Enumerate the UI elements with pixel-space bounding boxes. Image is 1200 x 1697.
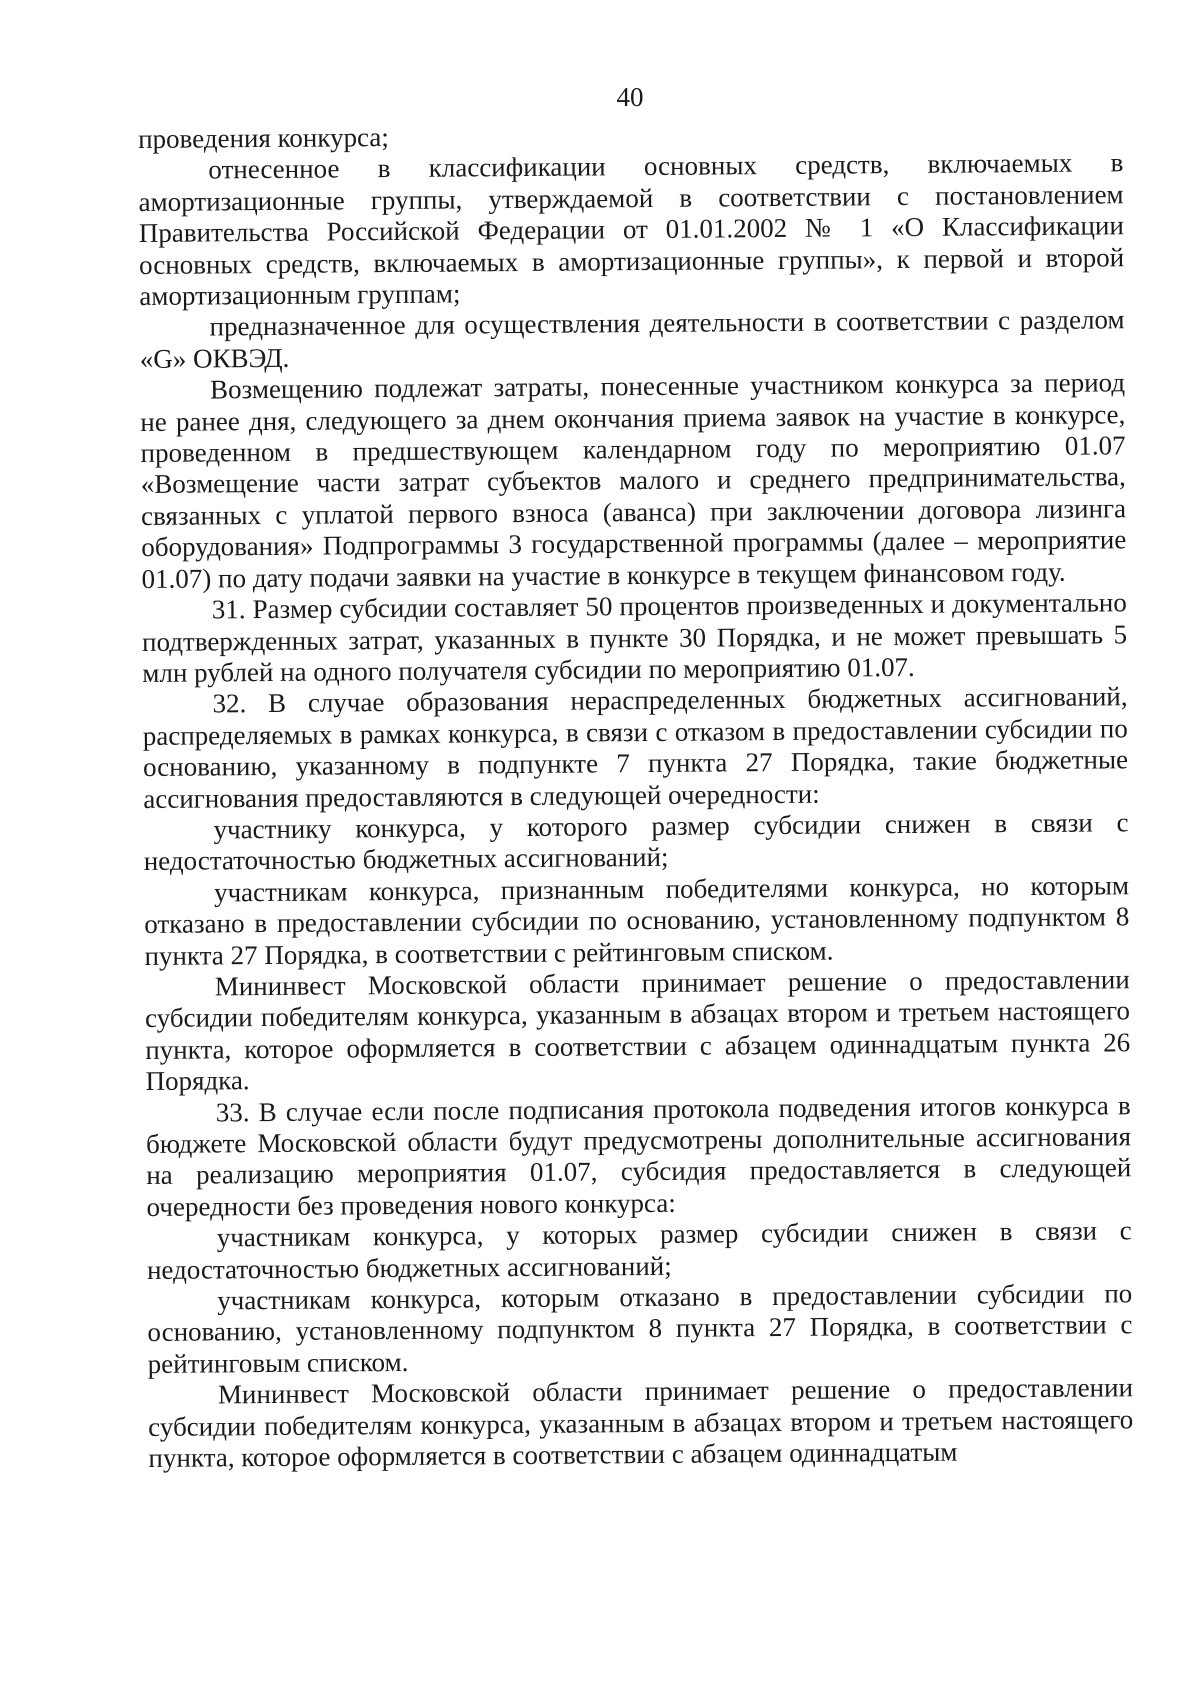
paragraph-okved: предназначенное для осуществления деятельности в соответствии с разделом «G» ОКВЭД.: [139, 304, 1125, 374]
document-body: [138, 116, 1134, 1474]
page-number: 40: [616, 82, 644, 112]
paragraph-continuation: проведения конкурса;: [138, 122, 389, 154]
paragraph-reimbursement: Возмещению подлежат затраты, понесенные участником конкурса за период не ранее дня, следующего за днем окончания приема заявок на участие в конкурсе, проведенном в предшествующем календарном году по мероприятию 01.07 «Возмещение части затрат субъектов малого и среднего предпринимательства, связанных с уплатой первого взноса (аванса) при заключении договора лизинга оборудования» Подпрограммы 3 государственной программы (далее – мероприятие 01.07) по дату подачи заявки на участие в конкурсе в текущем финансовом году.: [140, 367, 1127, 594]
paragraph-33-item-2: участникам конкурса, которым отказано в предоставлении субсидии по основанию, установленному подпунктом 8 пункта 27 Порядка, в соответствии с рейтинговым списком.: [147, 1278, 1133, 1379]
paragraph-32-decision: Мининвест Московской области принимает решение о предоставлении субсидии победителям конкурса, указанным в абзацах втором и третьем настоящего пункта, которое оформляется в соответствии с абзацем одиннадцатым пункта 26 Порядка.: [144, 964, 1131, 1097]
paragraph-32-item-1: участнику конкурса, у которого размер субсидии снижен в связи с недостаточностью бюджетных ассигнований;: [143, 807, 1129, 877]
paragraph-clause-33: 33. В случае если после подписания протокола подведения итогов конкурса в бюджете Московской области будут предусмотрены дополнительные ассигнования на реализацию мероприятия 01.07, субсидия предоставляется в следующей очередности без проведения нового конкурса:: [145, 1089, 1132, 1222]
paragraph-clause-31: 31. Размер субсидии составляет 50 процентов произведенных и документально подтвержденных затрат, указанных в пункте 30 Порядка, и не может превышать 5 млн рублей на одного получателя субсидии по мероприятию 01.07.: [141, 587, 1128, 688]
paragraph-32-item-2: участникам конкурса, признанным победителями конкурса, но которым отказано в предоставлении субсидии по основанию, установленному подпунктом 8 пункта 27 Порядка, в соответствии с рейтинговым списком.: [144, 869, 1130, 971]
paragraph-33-decision: Мининвест Московской области принимает решение о предоставлении субсидии победителям конкурса, указанным в абзацах втором и третьем настоящего пункта, которое оформляется в соответствии с абзацем одиннадцатым: [148, 1372, 1134, 1474]
paragraph-clause-32: 32. В случае образования нераспределенных бюджетных ассигнований, распределяемых в рамках конкурса, в связи с отказом в предоставлении субсидии по основанию, указанному в подпункте 7 пункта 27 Порядка, такие бюджетные ассигнования предоставляются в следующей очередности:: [142, 681, 1129, 814]
paragraph-classification: отнесенное в классификации основных средств, включаемых в амортизационные группы, утверждаемой в соответствии с постановлением Правительства Российской Федерации от 01.01.2002 № 1 «О Классификации основных средств, включаемых в амортизационные группы», к первой и второй амортизационным группам;: [138, 147, 1125, 312]
paragraph-33-item-1: участникам конкурса, у которых размер субсидии снижен в связи с недостаточностью бюджетных ассигнований;: [146, 1215, 1132, 1285]
